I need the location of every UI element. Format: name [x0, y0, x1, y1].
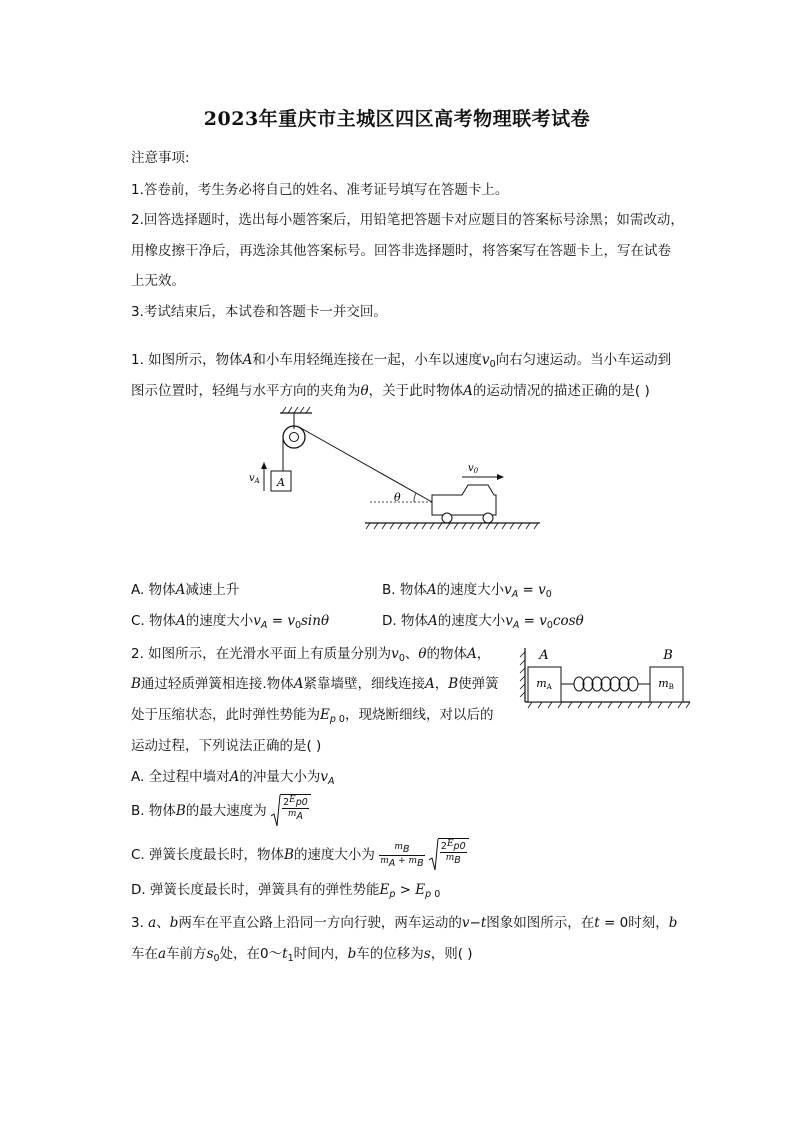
q1-option-d[interactable]: D. 物体A的速度大小$v_A = v_0\cos\theta$: [382, 613, 584, 631]
notice-item-2-line-1: 2.回答选择题时，选出每小题答案后，用铅笔把答题卡对应题目的答案标号涂黑；如需改动，: [131, 212, 684, 228]
ma-label: mA: [536, 677, 552, 691]
pulley-icon: [283, 426, 305, 448]
q1-option-a[interactable]: A. 物体A减速上升: [131, 582, 240, 598]
notice-item-2-line-3: 上无效。: [131, 273, 185, 289]
a-label: A: [539, 648, 549, 663]
car: [432, 485, 496, 515]
v0-label: $v_0$: [468, 463, 479, 475]
q2-spring-figure: [518, 642, 696, 712]
mb-label: mB: [658, 677, 674, 691]
q2-stem-line-4: 运动过程，下列说法正确的是( ): [131, 738, 322, 754]
q1-option-b[interactable]: B. 物体A的速度大小$v_A = v_0$: [382, 582, 552, 600]
q2-option-b[interactable]: B. 物体B的最大速度为 $\frac{2Ep0}{mA}$: [131, 794, 311, 828]
q2-option-d[interactable]: D. 弹簧长度最长时，弹簧具有的弹性势能$E_p > E_p$ $_0$: [131, 882, 441, 900]
q1-option-c[interactable]: C. 物体A的速度大小$v_A = v_0\sin\theta$: [131, 613, 330, 631]
q2-stem-line-3: 处于压缩状态，此时弹性势能为$E_p$ $_0$，现烧断细线，对以后的: [131, 707, 494, 725]
q2-option-a[interactable]: A. 全过程中墙对A的冲量大小为$v_A$: [131, 769, 335, 787]
q2-stem-line-2: B通过轻质弹簧相连接.物体A紧靠墙壁，细线连接A，B使弹簧: [131, 676, 499, 692]
q3-stem-line-2: 车在a车前方$s_0$处，在$0\sim t_1$时间内，b车的位移为s，则( ): [131, 946, 473, 964]
q2-option-c[interactable]: C. 弹簧长度最长时，物体B的速度大小为 $\frac{mB}{mA + mB}$ $\frac{2Ep0}{mB}$: [131, 838, 469, 872]
b-label: B: [663, 648, 673, 663]
q3-stem-line-1: 3. a、b两车在平直公路上沿同一方向行驶，两车运动的v−t图象如图所示，在t = 0时刻，b: [131, 915, 678, 931]
block-a-label: A: [277, 476, 285, 489]
notice-item-3: 3.考试结束后，本试卷和答题卡一并交回。: [131, 304, 387, 320]
q1-pulley-car-figure: [240, 405, 550, 535]
va-label: $v_A$: [249, 473, 260, 485]
notice-heading: 注意事项:: [131, 150, 190, 166]
q1-stem-line-2: 图示位置时，轻绳与水平方向的夹角为θ，关于此时物体A的运动情况的描述正确的是( ): [131, 383, 650, 399]
theta-label: θ: [394, 491, 401, 504]
q1-stem-line-1: 1. 如图所示，物体A和小车用轻绳连接在一起，小车以速度$v_0$向右匀速运动。当小车运动到: [131, 352, 672, 370]
notice-item-1: 1.答卷前，考生务必将自己的姓名、准考证号填写在答题卡上。: [131, 182, 509, 198]
page-title: 2023年重庆市主城区四区高考物理联考试卷: [203, 108, 591, 130]
notice-item-2-line-2: 用橡皮擦干净后，再选涂其他答案标号。回答非选择题时，将答案写在答题卡上，写在试卷: [131, 243, 671, 259]
q2-stem-line-1: 2. 如图所示，在光滑水平面上有质量分别为$v_0$、θ的物体A，: [131, 646, 491, 664]
